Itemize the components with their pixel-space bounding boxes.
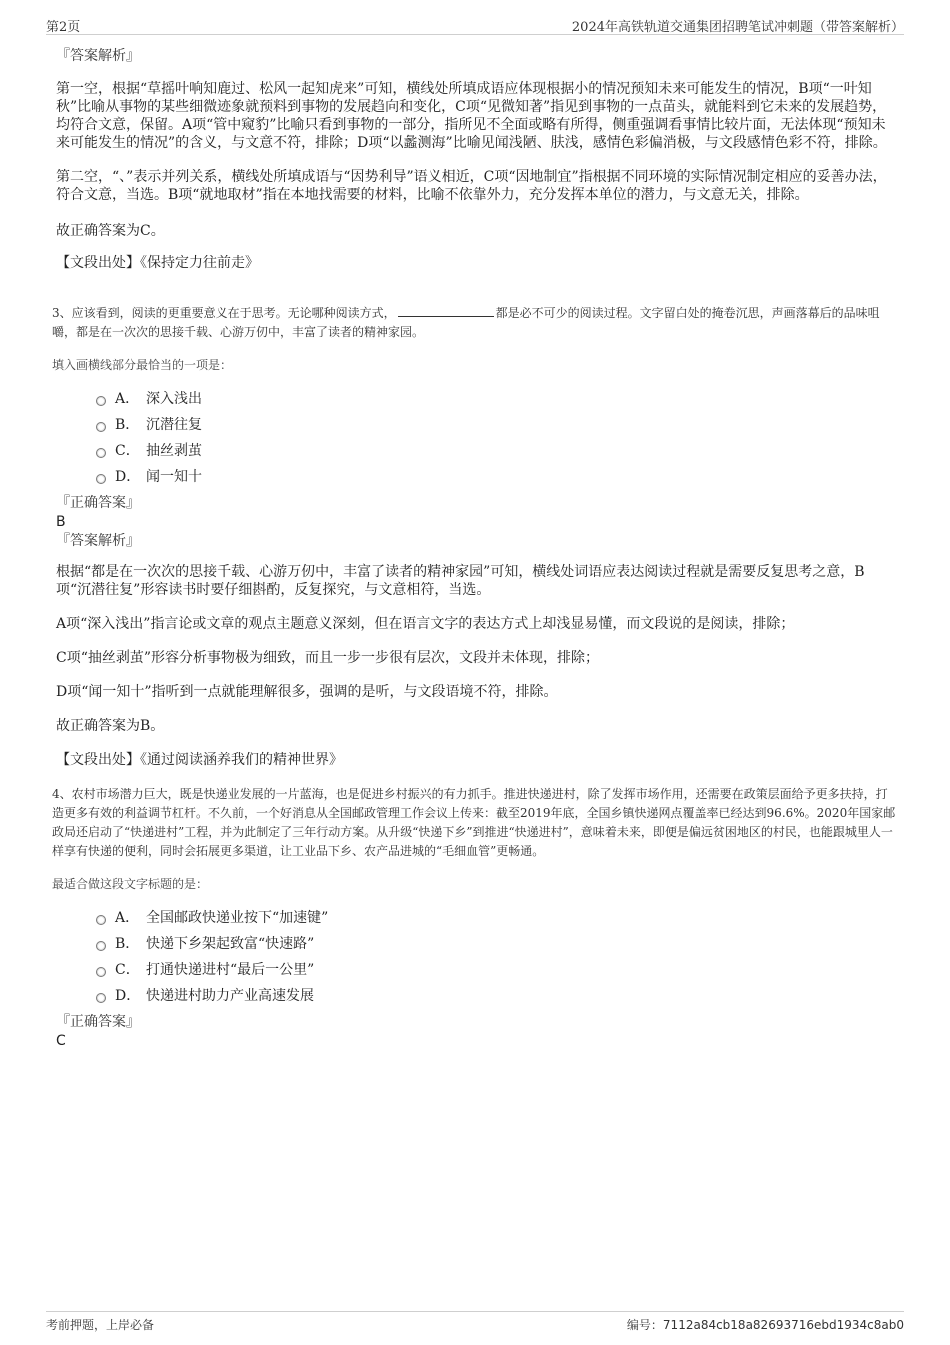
- q4-option-d[interactable]: D． 快递进村助力产业高速发展: [56, 986, 896, 1012]
- q2-source: 【文段出处】《保持定力往前走》: [56, 255, 259, 271]
- radio-button[interactable]: [96, 448, 106, 458]
- correct-answer-label: 『正确答案』: [56, 1014, 140, 1030]
- q4-option-c[interactable]: C． 打通快递进村“最后一公里”: [56, 960, 896, 986]
- q3-analysis-para-4: D项“闻一知十”指听到一点就能理解很多，强调的是听，与文段语境不符，排除。: [56, 684, 558, 700]
- q2-conclusion: 故正确答案为C。: [56, 223, 165, 239]
- radio-button[interactable]: [96, 993, 106, 1003]
- q4-prompt: 最适合做这段文字标题的是：: [52, 877, 209, 891]
- page-header: [46, 14, 904, 35]
- q3-prompt: 填入画横线部分最恰当的一项是：: [52, 358, 233, 372]
- q3-option-d[interactable]: D． 闻一知十: [56, 467, 896, 493]
- answer-blank: [398, 304, 494, 317]
- q3-option-a[interactable]: A． 深入浅出: [56, 389, 896, 415]
- analysis-label: 『答案解析』: [56, 48, 140, 64]
- code-label: 编号：: [626, 1318, 663, 1332]
- q2-analysis-para-2: 第二空，“、”表示并列关系，横线处所填成语与“因势利导”语义相近，C项“因地制宜”指根据不同环境的实际情况制定相应的妥善办法，符合文意，当选。B项“就地取材”指在本地找需要的材料，比喻不依靠外力，充分发挥本单位的潜力，与文意无关，排除。: [56, 169, 887, 203]
- q4-options: [56, 908, 896, 1012]
- q3-option-c[interactable]: C． 抽丝剥茧: [56, 441, 896, 467]
- page-content: [52, 44, 896, 1050]
- page-number: 第2页: [46, 20, 81, 35]
- correct-answer-label: 『正确答案』: [56, 495, 140, 511]
- q3-analysis-para-1: 根据“都是在一次次的思接千载、心游万仞中，丰富了读者的精神家园”可知，横线处词语应表达阅读过程就是需要反复思考之意，B项“沉潜往复”形容读书时要仔细斟酌，反复探究，与文意相符，当选。: [56, 564, 865, 598]
- q4-stem: 4、农村市场潜力巨大，既是快递业发展的一片蓝海，也是促进乡村振兴的有力抓手。推进快递进村，除了发挥市场作用，还需要在政策层面给予更多扶持，打造更多有效的利益调节杠杆。不久前，一个好消息从全国邮政管理工作会议上传来：截至2019年底，全国乡镇快递网点覆盖率已经达到96.6%。2020年国家邮政局还启动了“快递进村”工程，并为此制定了三年行动方案。从升级“快递下乡”到推进“快递进村”，意味着未来，即便是偏远贫困地区的村民，也能跟城里人一样享有快递的便利，同时会拓展更多渠道，让工业品下乡、农产品进城的“毛细血管”更畅通。: [52, 787, 896, 858]
- q3-options: [56, 389, 896, 493]
- q4-answer: C: [56, 1033, 66, 1049]
- q2-analysis-para-1: 第一空，根据“草摇叶响知鹿过、松风一起知虎来”可知，横线处所填成语应体现根据小的情况预知未来可能发生的情况，B项“一叶知秋”比喻从事物的某些细微迹象就预料到事物的发展趋向和变化，C项“见微知著”指见到事物的一点苗头，就能料到它未来的发展趋势，均符合文意，保留。A项“管中窥豹”比喻只看到事物的一部分，指所见不全面或略有所得，侧重强调看事情比较片面，无法体现“预知未来可能发生的情况”的含义，与文意不符，排除；D项“以蠡测海”比喻见闻浅陋、肤浅，感情色彩偏消极，与文段感情色彩不符，排除。: [56, 81, 887, 151]
- q3-analysis-para-2: A项“深入浅出”指言论或文章的观点主题意义深刻，但在语言文字的表达方式上却浅显易懂，而文段说的是阅读，排除；: [56, 616, 795, 632]
- radio-button[interactable]: [96, 474, 106, 484]
- footer-slogan: 考前押题，上岸必备: [46, 1318, 155, 1332]
- q4-option-a[interactable]: A． 全国邮政快递业按下“加速键”: [56, 908, 896, 934]
- radio-button[interactable]: [96, 941, 106, 951]
- q3-analysis-para-3: C项“抽丝剥茧”形容分析事物极为细致，而且一步一步很有层次，文段并未体现，排除；: [56, 650, 600, 666]
- analysis-label: 『答案解析』: [56, 533, 140, 549]
- document-title: 2024年高铁轨道交通集团招聘笔试冲刺题（带答案解析）: [571, 20, 904, 35]
- page-footer: [46, 1311, 904, 1336]
- q3-stem: 3、应该看到，阅读的更重要意义在于思考。无论哪种阅读方式， 都是必不可少的阅读过程。文字留白处的掩卷沉思，声画落幕后的品味咀嚼，都是在一次次的思接千载、心游万仞中，丰富了读者的精神家园。: [52, 306, 880, 339]
- q3-option-b[interactable]: B． 沉潜往复: [56, 415, 896, 441]
- document-code: [627, 1316, 904, 1333]
- radio-button[interactable]: [96, 967, 106, 977]
- q3-conclusion: 故正确答案为B。: [56, 718, 165, 734]
- code-value: 7112a84cb18a82693716ebd1934c8ab0: [662, 1318, 904, 1332]
- q4-option-b[interactable]: B． 快递下乡架起致富“快速路”: [56, 934, 896, 960]
- radio-button[interactable]: [96, 915, 106, 925]
- q3-source: 【文段出处】《通过阅读涵养我们的精神世界》: [56, 752, 343, 768]
- radio-button[interactable]: [96, 396, 106, 406]
- radio-button[interactable]: [96, 422, 106, 432]
- q3-answer: B: [56, 514, 66, 530]
